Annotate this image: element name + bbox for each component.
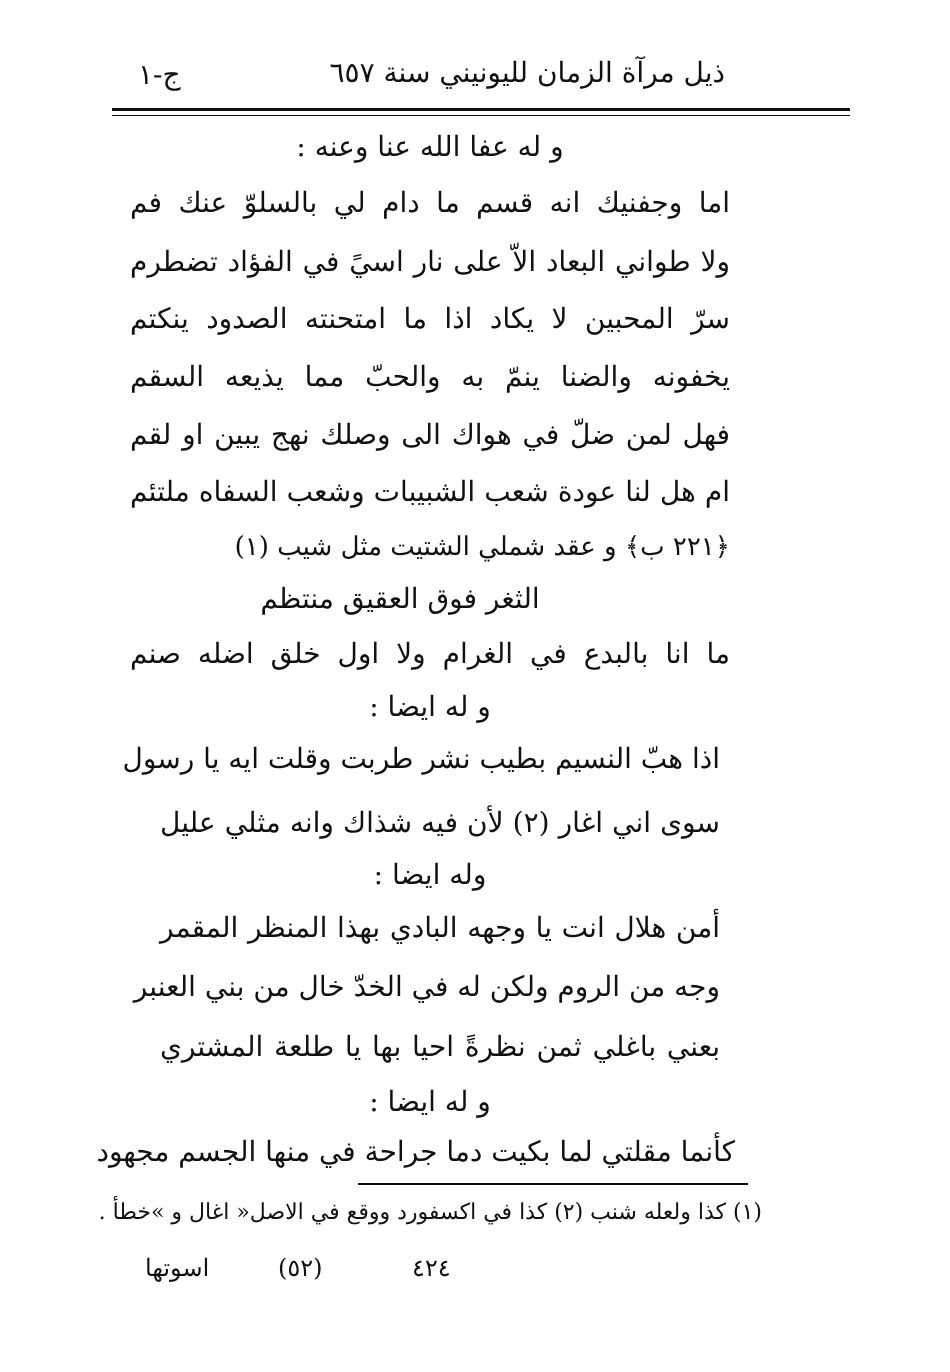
verse-line: ولا طواني البعاد الاّ على نار اسيً في الفؤاد تضطرم xyxy=(130,245,730,278)
verse-line: ام هل لنا عودة شعب الشبيبات وشعب السفاه ملتئم xyxy=(130,475,730,508)
verse-line: ما انا بالبدع في الغرام ولا اول خلق اضله صنم xyxy=(130,637,730,670)
volume-number: ج-١ xyxy=(138,58,181,91)
verse-line: سرّ المحبين لا يكاد اذا ما امتحنته الصدود ينكتم xyxy=(130,302,730,335)
verse-line: أمن هلال انت يا وجهه البادي بهذا المنظر المقمر xyxy=(160,911,720,944)
verse-line: يخفونه والضنا ينمّ به والحبّ مما يذيعه السقم xyxy=(130,360,730,393)
verse-line: بعني باغلي ثمن نظرةً احيا بها يا طلعة المشتري xyxy=(160,1030,720,1063)
verse-line-with-folio-mark: ﴿٢٢١ ب﴾ و عقد شملي الشتيت مثل شيب (١) xyxy=(234,532,730,562)
poem-heading: وله ايضا : xyxy=(373,858,487,891)
verse-line: وجه من الروم ولكن له في الخدّ خال من بني العنبر xyxy=(133,970,720,1003)
catchword: اسوتها xyxy=(145,1254,210,1282)
footnote-rule xyxy=(358,1183,748,1185)
verse-line: اما وجفنيك انه قسم ما دام لي بالسلوّ عنك فم xyxy=(130,186,730,219)
header-rule xyxy=(112,108,850,111)
page-number: ٤٢٤ xyxy=(412,1254,451,1282)
verse-line: سوى اني اغار (٢) لأن فيه شذاك وانه مثلي عليل xyxy=(160,806,720,839)
poem-heading: و له ايضا : xyxy=(369,1085,491,1118)
footnote: (١) كذا ولعله شنب (٢) كذا في اكسفورد ووقع في الاصل« اغال و »خطأ . xyxy=(98,1200,762,1225)
header-rule-thin xyxy=(112,115,850,116)
verse-line: الثغر فوق العقيق منتظم xyxy=(260,582,540,615)
verse-line: كأنما مقلتي لما بكيت دما جراحة في منها الجسم مجهود xyxy=(96,1135,735,1168)
verse-line: فهل لمن ضلّ في هواك الى وصلك نهج يبين او لقم xyxy=(130,418,730,451)
verse-line: اذا هبّ النسيم بطيب نشر طربت وقلت ايه يا رسول xyxy=(122,742,720,775)
poem-heading: و له عفا الله عنا وعنه : xyxy=(296,130,564,163)
folio-number: (٥٢) xyxy=(278,1254,323,1282)
running-title: ذيل مرآة الزمان لليونيني سنة ٦٥٧ xyxy=(329,56,725,89)
poem-heading: و له ايضا : xyxy=(369,690,491,723)
